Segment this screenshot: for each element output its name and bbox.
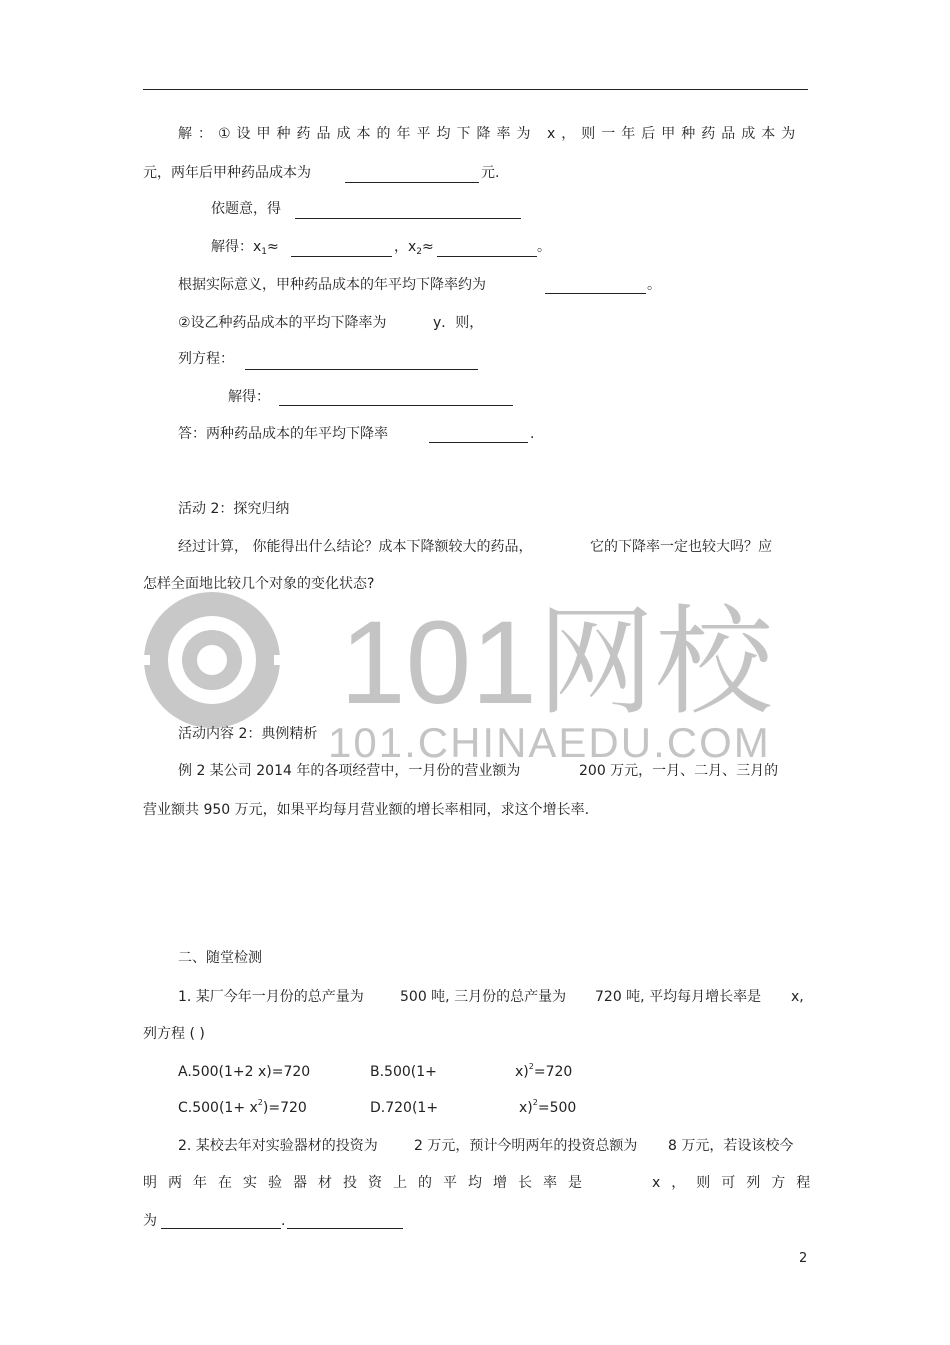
blank-q2-equation-right[interactable] [287,1228,403,1229]
q2-part-e: x，则可列方程 [652,1175,822,1191]
option-a[interactable]: A.500(1+2 x)=720 [178,1064,311,1080]
q2-part-b: 2 万元，预计今明两年的投资总额为 [414,1138,638,1154]
x2-sub: 2 [416,247,423,257]
solution-line-2b: 元. [481,165,500,181]
blank-equation[interactable] [295,218,521,219]
option-b-sup: 2 [528,1062,534,1071]
blank-x2[interactable] [437,256,537,257]
solution-line-4-end: 。 [537,239,551,255]
watermark-small-text: 101.CHINAEDU.COM [328,719,771,765]
header-rule [143,89,808,90]
option-b-end[interactable] [515,1062,572,1084]
option-c-rhs: )=720 [262,1100,307,1116]
blank-equation-y[interactable] [245,369,478,370]
option-d-rhs: =500 [537,1100,577,1116]
solution-line-6: ②设乙种药品成本的平均下降率为 [178,315,387,331]
example2-line-a: 例 2 某公司 2014 年的各项经营中，一月份的营业额为 [178,763,521,779]
solution-line-5: 根据实际意义，甲种药品成本的年平均下降率约为 [178,277,486,293]
option-b-start[interactable]: B.500(1+ [370,1064,437,1080]
blank-solve-y[interactable] [279,405,513,406]
option-c[interactable] [178,1098,307,1120]
section2-title: 二、随堂检测 [178,950,262,966]
solution-line-4b [394,237,434,259]
q1-part-c: 720 吨, 平均每月增长率是 [595,989,762,1005]
activity2-p2: 怎样全面地比较几个对象的变化状态? [143,576,375,592]
x1-sub: 1 [261,247,268,257]
activity2-title: 活动 2：探究归纳 [178,501,290,517]
q1-part-b: 500 吨, 三月份的总产量为 [400,989,567,1005]
solution-line-5-end: 。 [647,277,661,293]
x2-var: x [408,239,417,255]
solution-line-7: 列方程： [178,351,234,367]
solution-line-3: 依题意，得 [211,201,281,217]
option-d-x: x) [519,1100,533,1116]
example2-line-b: 200 万元，一月、二月、三月的 [579,763,779,779]
q2-dot: . [281,1213,286,1229]
solution-line-1: 解：①设甲种药品成本的年平均下降率为 x，则一年后甲种药品成本为 [178,126,802,142]
option-c-sup: 2 [257,1098,263,1107]
q1-part-e: 列方程 ( ) [143,1026,205,1042]
blank-two-years-cost[interactable] [345,182,479,183]
activity2-p1a: 经过计算， 你能得出什么结论？成本下降额较大的药品， [178,539,533,555]
separator: ， [394,239,408,255]
page-number: 2 [799,1251,808,1266]
blank-answer[interactable] [429,442,528,443]
x1-approx: ≈ [267,239,279,255]
q2-part-c: 8 万元，若设该校今 [668,1138,794,1154]
q2-part-a: 2. 某校去年对实验器材的投资为 [178,1138,378,1154]
solution-line-8: 解得： [228,389,270,405]
activity2-p1b: 它的下降率一定也较大吗？应 [590,539,772,555]
blank-q2-equation-left[interactable] [161,1228,281,1229]
x1-var: x [253,239,262,255]
solution-line-2a: 元，两年后甲种药品成本为 [143,165,311,181]
example2-line-c: 营业额共 950 万元，如果平均每月营业额的增长率相同，求这个增长率. [143,802,590,818]
q1-part-a: 1. 某厂今年一月份的总产量为 [178,989,364,1005]
option-c-lhs: C.500(1+ x [178,1100,258,1116]
solution-line-4 [211,237,279,259]
x2-approx: ≈ [422,239,434,255]
solution-line-9-end: . [530,426,535,442]
option-b-x: x) [515,1064,529,1080]
option-b-rhs: =720 [533,1064,573,1080]
q2-part-d: 明两年在实验器材投资上的平均增长率是 [143,1175,593,1191]
solution-line-9: 答：两种药品成本的年平均下降率 [178,426,388,442]
q1-part-d: x, [791,989,804,1005]
solution-line-6-var: y．则， [433,315,484,331]
option-d-end[interactable] [519,1098,576,1120]
blank-x1[interactable] [291,256,392,257]
q2-part-f: 为 [143,1213,157,1229]
option-d-sup: 2 [532,1098,538,1107]
watermark-big-text: 101网校 [340,597,773,729]
content2-title: 活动内容 2：典例精析 [178,726,318,742]
blank-rate[interactable] [545,293,646,294]
solve-label: 解得： [211,239,253,255]
option-d-start[interactable]: D.720(1+ [370,1100,439,1116]
